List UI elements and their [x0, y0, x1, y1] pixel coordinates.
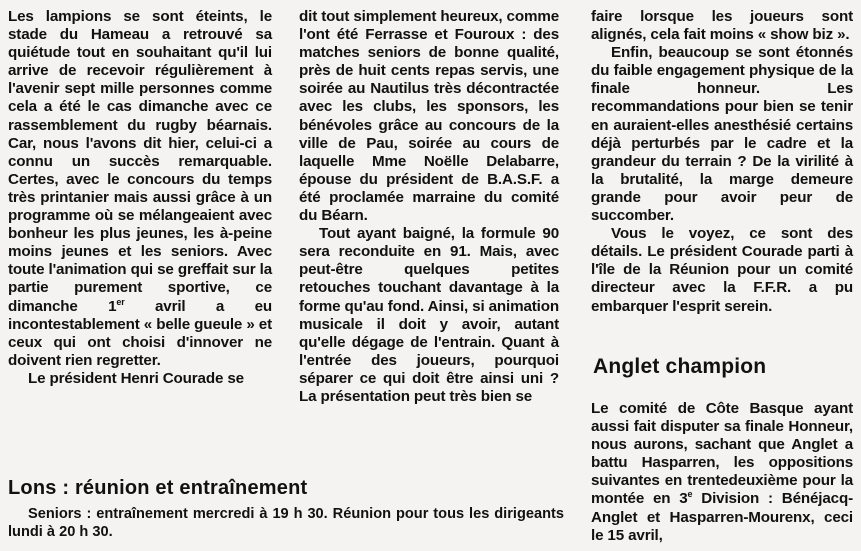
section-heading-lons: Lons : réunion et entraînement: [8, 477, 308, 499]
superscript: e: [687, 489, 693, 500]
paragraph: dit tout simplement heureux, comme l'ont été Ferrasse et Fouroux : des matches seniors de bonne qualité, près de huit cents repas servis, une soirée au Nautilus très décontractée avec les clubs, les sponsors, les bénévoles grâce au concours de la ville de Pau, soirée au cours de laquelle Mme Noëlle Delabarre, épouse du président de B.A.S.F. a été proclamée marraine du comité du Béarn.: [299, 8, 559, 225]
paragraph: Le président Henri Courade se: [28, 369, 244, 387]
paragraph-text: avril a eu incontestablement « belle gueule » et ceux qui ont choisi d'innover ne doivent rien regretter.: [8, 297, 273, 369]
article-column-1: [8, 8, 272, 388]
anglet-paragraph: [591, 400, 853, 545]
paragraph: Tout ayant baigné, la formule 90 sera reconduite en 91. Mais, avec peut-être quelques petites retouches touchant davantage à la forme qu'au fond. Ainsi, si animation musicale il doit y avoir, autant qu'elle dégage de l'entrain. Quant à l'entrée des joueurs, pourquoi séparer ce qui doit être ainsi uni ? La présentation peut très bien se: [299, 225, 559, 405]
article-column-3: [591, 8, 853, 316]
lons-paragraph: Seniors : entraînement mercredi à 19 h 30. Réunion pour tous les dirigeants lundi à 20 h 30.: [8, 506, 564, 540]
article-column-2: [299, 8, 559, 406]
superscript: er: [116, 296, 125, 307]
paragraph-text: Division : Bénéjacq-Anglet et Hasparren-Mourenx, ceci le 15 avril,: [591, 490, 853, 544]
paragraph: Enfin, beaucoup se sont étonnés du faible engagement physique de la finale honneur. Les recommandations pour bien se tenir en auraient-elles anesthésié certains déjà perturbés par le cadre et la grandeur du terrain ? De la virilité à la brutalité, la marge demeure grande pour avoir peur de succomber.: [591, 44, 853, 225]
paragraph-text: Le comité de Côte Basque ayant aussi fait disputer sa finale Honneur, nous aurons, sachant que Anglet a battu Hasparren, les oppositions suivantes en trentedeuxième pour la montée en 3: [591, 400, 853, 508]
paragraph: Vous le voyez, ce sont des détails. Le président Courade parti à l'île de la Réunion pour un comité directeur avec la F.F.R. a pu embarquer l'esprit serein.: [591, 225, 853, 315]
paragraph: faire lorsque les joueurs sont alignés, cela fait moins « show biz ».: [591, 8, 853, 44]
section-heading-anglet: Anglet champion: [593, 355, 767, 378]
paragraph: [8, 8, 272, 370]
paragraph-text: Les lampions se sont éteints, le stade du Hameau a retrouvé sa quiétude tout en souhaitant qu'il lui arrive de recevoir régulièrement à l'avenir sept mille personnes comme cela a été le cas dimanche avec ce rassemblement du rugby béarnais. Car, nous l'avons dit hier, celui-ci a connu un succès remarquable. Certes, avec le concours du temps très printanier mais aussi grâce à un programme où se mélangeaient avec bonheur les plus jeunes, les à-peine moins jeunes et les seniors. Avec toute l'animation qui se greffait sur la partie purement sportive, ce dimanche 1: [8, 8, 272, 315]
